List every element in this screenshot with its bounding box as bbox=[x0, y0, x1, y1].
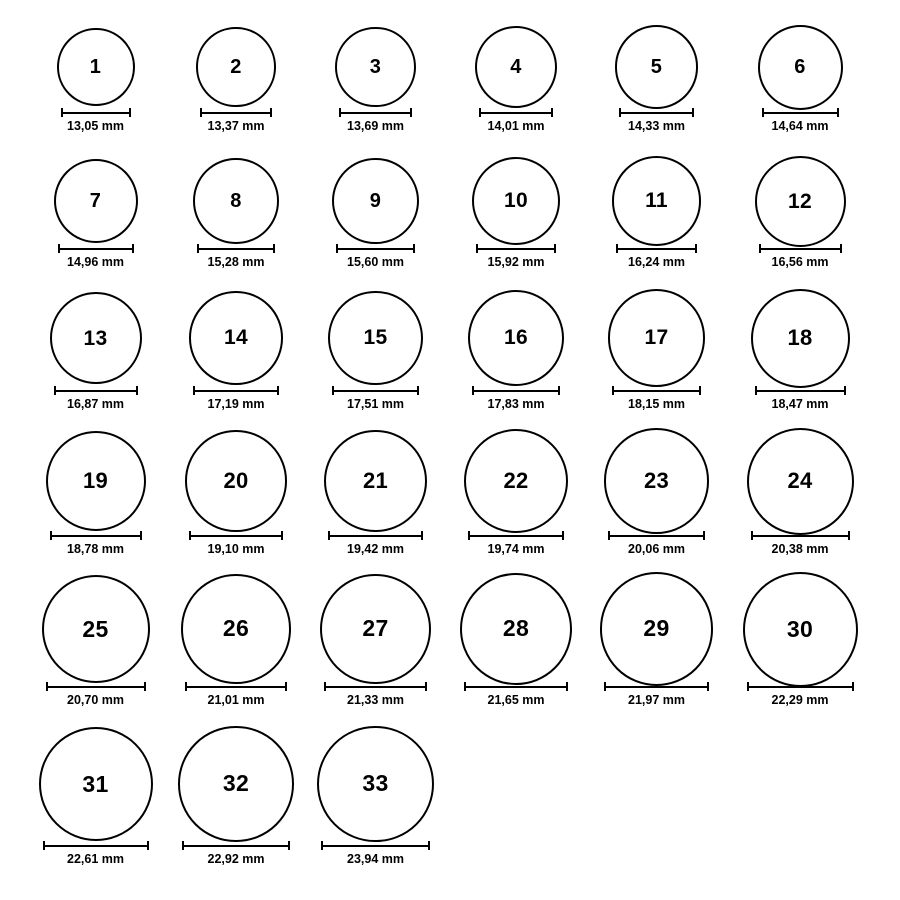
caliper-cap-right bbox=[562, 531, 564, 540]
caliper-cap-right bbox=[428, 841, 430, 850]
measurement-caliper-icon bbox=[43, 841, 149, 850]
ring-size-number: 13 bbox=[83, 326, 108, 350]
ring-measurement bbox=[316, 531, 436, 556]
caliper-cap-right bbox=[558, 386, 560, 395]
ring-size-item bbox=[597, 25, 717, 109]
measurement-caliper-icon bbox=[332, 386, 419, 395]
ring-size-item bbox=[740, 572, 860, 687]
ring-diameter-label: 15,92 mm bbox=[487, 255, 545, 269]
caliper-cap-left bbox=[43, 841, 45, 850]
ring-diameter-label: 15,28 mm bbox=[207, 255, 265, 269]
caliper-bar bbox=[604, 686, 710, 688]
measurement-caliper-icon bbox=[61, 108, 131, 117]
ring-measurement bbox=[740, 108, 860, 133]
ring-size-number: 22 bbox=[503, 467, 529, 493]
ring-circle bbox=[181, 574, 290, 683]
caliper-cap-right bbox=[285, 682, 287, 691]
ring-diameter-label: 21,97 mm bbox=[628, 693, 685, 707]
ring-size-number: 16 bbox=[504, 326, 528, 350]
measurement-caliper-icon bbox=[54, 386, 138, 395]
ring-size-item bbox=[740, 156, 860, 247]
caliper-bar bbox=[58, 248, 134, 250]
caliper-bar bbox=[328, 535, 423, 537]
ring-size-number: 18 bbox=[787, 325, 813, 350]
ring-size-item bbox=[176, 291, 296, 384]
ring-size-item bbox=[316, 726, 436, 843]
ring-circle bbox=[743, 572, 858, 687]
ring-size-number: 10 bbox=[504, 189, 528, 213]
caliper-cap-right bbox=[692, 108, 694, 117]
caliper-cap-left bbox=[193, 386, 195, 395]
ring-measurement bbox=[316, 108, 436, 133]
ring-diameter-label: 21,33 mm bbox=[347, 693, 404, 707]
measurement-caliper-icon bbox=[608, 531, 706, 540]
ring-size-item bbox=[456, 26, 576, 108]
ring-size-item bbox=[316, 430, 436, 533]
caliper-bar bbox=[200, 112, 271, 114]
ring-size-item bbox=[740, 25, 860, 110]
ring-circle bbox=[42, 575, 150, 683]
ring-circle bbox=[57, 28, 135, 106]
measurement-caliper-icon bbox=[339, 108, 412, 117]
measurement-caliper-icon bbox=[193, 386, 278, 395]
measurement-caliper-icon bbox=[619, 108, 695, 117]
ring-measurement bbox=[36, 841, 156, 866]
measurement-caliper-icon bbox=[472, 386, 560, 395]
caliper-cap-left bbox=[50, 531, 52, 540]
caliper-bar bbox=[189, 535, 282, 537]
caliper-cap-left bbox=[608, 531, 610, 540]
ring-size-number: 9 bbox=[369, 189, 382, 212]
ring-size-number: 33 bbox=[362, 770, 389, 797]
caliper-bar bbox=[762, 112, 839, 114]
ring-size-item bbox=[36, 431, 156, 531]
measurement-caliper-icon bbox=[185, 682, 286, 691]
caliper-cap-left bbox=[604, 682, 606, 691]
caliper-cap-left bbox=[336, 244, 338, 253]
caliper-cap-right bbox=[566, 682, 568, 691]
ring-measurement bbox=[36, 682, 156, 707]
caliper-cap-left bbox=[58, 244, 60, 253]
caliper-cap-right bbox=[551, 108, 553, 117]
caliper-cap-right bbox=[425, 682, 427, 691]
measurement-caliper-icon bbox=[189, 531, 282, 540]
ring-diameter-label: 18,78 mm bbox=[67, 542, 124, 556]
caliper-cap-left bbox=[619, 108, 621, 117]
ring-circle bbox=[335, 27, 416, 108]
ring-size-number: 6 bbox=[794, 56, 806, 78]
ring-size-item bbox=[176, 158, 296, 243]
ring-circle bbox=[475, 26, 557, 108]
ring-size-item bbox=[597, 428, 717, 534]
caliper-cap-right bbox=[273, 244, 275, 253]
ring-size-number: 2 bbox=[230, 55, 242, 78]
ring-size-number: 23 bbox=[643, 467, 670, 493]
ring-measurement bbox=[316, 244, 436, 269]
caliper-bar bbox=[50, 535, 142, 537]
ring-diameter-label: 23,94 mm bbox=[347, 852, 404, 866]
ring-diameter-label: 19,42 mm bbox=[347, 542, 404, 556]
ring-circle bbox=[604, 428, 710, 534]
ring-size-number: 4 bbox=[510, 55, 522, 78]
caliper-cap-left bbox=[46, 682, 48, 691]
ring-size-item bbox=[316, 158, 436, 245]
caliper-cap-right bbox=[695, 244, 697, 253]
caliper-cap-right bbox=[852, 682, 854, 691]
measurement-caliper-icon bbox=[182, 841, 289, 850]
caliper-cap-left bbox=[189, 531, 191, 540]
measurement-caliper-icon bbox=[468, 531, 564, 540]
caliper-cap-right bbox=[703, 531, 705, 540]
ring-diameter-label: 15,60 mm bbox=[347, 255, 404, 269]
ring-size-item bbox=[176, 574, 296, 683]
ring-size-item bbox=[316, 574, 436, 685]
ring-measurement bbox=[597, 386, 717, 411]
measurement-caliper-icon bbox=[197, 244, 274, 253]
ring-size-number: 3 bbox=[369, 55, 382, 78]
ring-size-item bbox=[456, 157, 576, 245]
caliper-bar bbox=[479, 112, 553, 114]
ring-size-item bbox=[36, 292, 156, 384]
caliper-cap-right bbox=[837, 108, 839, 117]
measurement-caliper-icon bbox=[46, 682, 146, 691]
caliper-bar bbox=[43, 845, 149, 847]
caliper-cap-right bbox=[413, 244, 415, 253]
caliper-cap-right bbox=[410, 108, 412, 117]
caliper-cap-left bbox=[479, 108, 481, 117]
caliper-bar bbox=[185, 686, 286, 688]
ring-circle bbox=[608, 289, 706, 387]
ring-circle bbox=[178, 726, 293, 841]
ring-diameter-label: 17,51 mm bbox=[347, 397, 404, 411]
ring-size-item bbox=[36, 28, 156, 106]
ring-diameter-label: 22,29 mm bbox=[771, 693, 829, 707]
caliper-cap-right bbox=[132, 244, 134, 253]
ring-size-item bbox=[176, 430, 296, 531]
ring-diameter-label: 14,01 mm bbox=[487, 119, 545, 133]
ring-measurement bbox=[36, 386, 156, 411]
ring-measurement bbox=[36, 244, 156, 269]
caliper-bar bbox=[332, 390, 419, 392]
measurement-caliper-icon bbox=[747, 682, 854, 691]
ring-size-number: 7 bbox=[89, 190, 102, 212]
caliper-cap-left bbox=[61, 108, 63, 117]
ring-size-number: 5 bbox=[650, 55, 663, 78]
ring-measurement bbox=[597, 531, 717, 556]
ring-diameter-label: 13,69 mm bbox=[347, 119, 404, 133]
caliper-bar bbox=[324, 686, 427, 688]
ring-diameter-label: 22,61 mm bbox=[67, 852, 124, 866]
ring-size-number: 21 bbox=[362, 467, 389, 493]
measurement-caliper-icon bbox=[328, 531, 423, 540]
caliper-bar bbox=[339, 112, 412, 114]
caliper-cap-right bbox=[140, 531, 142, 540]
caliper-bar bbox=[336, 248, 415, 250]
caliper-cap-right bbox=[281, 531, 283, 540]
ring-size-number: 25 bbox=[82, 615, 109, 642]
ring-measurement bbox=[456, 386, 576, 411]
ring-measurement bbox=[176, 531, 296, 556]
caliper-bar bbox=[619, 112, 695, 114]
ring-size-item bbox=[740, 428, 860, 535]
ring-circle bbox=[46, 431, 146, 531]
ring-size-number: 28 bbox=[502, 615, 530, 642]
caliper-cap-left bbox=[464, 682, 466, 691]
caliper-bar bbox=[182, 845, 289, 847]
caliper-cap-left bbox=[321, 841, 323, 850]
caliper-cap-left bbox=[182, 841, 184, 850]
ring-size-number: 14 bbox=[224, 326, 248, 350]
caliper-bar bbox=[476, 248, 556, 250]
ring-diameter-label: 21,01 mm bbox=[207, 693, 265, 707]
caliper-cap-right bbox=[848, 531, 850, 540]
ring-measurement bbox=[176, 108, 296, 133]
ring-diameter-label: 14,96 mm bbox=[67, 255, 124, 269]
caliper-bar bbox=[751, 535, 850, 537]
caliper-bar bbox=[464, 686, 568, 688]
ring-size-number: 24 bbox=[787, 468, 813, 493]
ring-diameter-label: 17,19 mm bbox=[207, 397, 265, 411]
ring-circle bbox=[758, 25, 843, 110]
caliper-cap-right bbox=[129, 108, 131, 117]
ring-size-item bbox=[456, 290, 576, 386]
caliper-bar bbox=[54, 390, 138, 392]
caliper-cap-left bbox=[332, 386, 334, 395]
caliper-cap-left bbox=[762, 108, 764, 117]
ring-circle bbox=[189, 291, 282, 384]
caliper-bar bbox=[608, 535, 706, 537]
ring-size-item bbox=[597, 156, 717, 246]
ring-size-number: 1 bbox=[89, 56, 102, 78]
caliper-bar bbox=[616, 248, 698, 250]
ring-size-number: 26 bbox=[222, 615, 250, 642]
ring-measurement bbox=[740, 682, 860, 707]
caliper-bar bbox=[755, 390, 846, 392]
caliper-cap-left bbox=[751, 531, 753, 540]
ring-diameter-label: 18,15 mm bbox=[628, 397, 685, 411]
ring-measurement bbox=[456, 244, 576, 269]
ring-circle bbox=[185, 430, 286, 531]
ring-measurement bbox=[597, 682, 717, 707]
caliper-cap-left bbox=[328, 531, 330, 540]
ring-size-number: 8 bbox=[230, 189, 242, 212]
ring-measurement bbox=[36, 108, 156, 133]
ring-diameter-label: 14,33 mm bbox=[628, 119, 685, 133]
measurement-caliper-icon bbox=[324, 682, 427, 691]
ring-circle bbox=[50, 292, 142, 384]
ring-measurement bbox=[597, 244, 717, 269]
ring-circle bbox=[612, 156, 702, 246]
measurement-caliper-icon bbox=[755, 386, 846, 395]
ring-diameter-label: 18,47 mm bbox=[771, 397, 829, 411]
ring-size-number: 20 bbox=[223, 467, 249, 493]
ring-circle bbox=[196, 27, 275, 106]
ring-measurement bbox=[36, 531, 156, 556]
ring-size-item bbox=[597, 572, 717, 686]
caliper-cap-left bbox=[200, 108, 202, 117]
ring-measurement bbox=[316, 386, 436, 411]
caliper-cap-right bbox=[136, 386, 138, 395]
caliper-cap-left bbox=[339, 108, 341, 117]
ring-size-item bbox=[456, 573, 576, 685]
ring-measurement bbox=[456, 682, 576, 707]
measurement-caliper-icon bbox=[476, 244, 556, 253]
ring-size-item bbox=[456, 429, 576, 533]
ring-circle bbox=[193, 158, 278, 243]
caliper-bar bbox=[61, 112, 131, 114]
caliper-bar bbox=[193, 390, 278, 392]
ring-diameter-label: 19,10 mm bbox=[207, 542, 265, 556]
measurement-caliper-icon bbox=[200, 108, 271, 117]
ring-diameter-label: 20,06 mm bbox=[628, 542, 685, 556]
caliper-cap-left bbox=[476, 244, 478, 253]
caliper-cap-left bbox=[197, 244, 199, 253]
ring-diameter-label: 14,64 mm bbox=[771, 119, 829, 133]
ring-diameter-label: 20,38 mm bbox=[771, 542, 829, 556]
ring-measurement bbox=[176, 386, 296, 411]
caliper-bar bbox=[612, 390, 702, 392]
measurement-caliper-icon bbox=[50, 531, 142, 540]
caliper-cap-left bbox=[468, 531, 470, 540]
ring-size-item bbox=[316, 27, 436, 108]
ring-measurement bbox=[740, 531, 860, 556]
ring-size-item bbox=[316, 291, 436, 386]
ring-circle bbox=[472, 157, 560, 245]
caliper-cap-left bbox=[324, 682, 326, 691]
caliper-cap-left bbox=[755, 386, 757, 395]
ring-size-item bbox=[176, 27, 296, 106]
ring-circle bbox=[468, 290, 564, 386]
caliper-cap-left bbox=[747, 682, 749, 691]
caliper-cap-right bbox=[144, 682, 146, 691]
ring-size-number: 12 bbox=[788, 189, 812, 213]
ring-size-number: 27 bbox=[362, 615, 389, 642]
ring-size-number: 29 bbox=[643, 615, 670, 642]
ring-size-number: 32 bbox=[222, 770, 250, 797]
ring-circle bbox=[328, 291, 423, 386]
caliper-cap-right bbox=[707, 682, 709, 691]
measurement-caliper-icon bbox=[759, 244, 842, 253]
ring-diameter-label: 20,70 mm bbox=[67, 693, 124, 707]
ring-circle bbox=[332, 158, 419, 245]
ring-diameter-label: 16,24 mm bbox=[628, 255, 685, 269]
ring-circle bbox=[600, 572, 714, 686]
ring-circle bbox=[39, 727, 153, 841]
caliper-cap-right bbox=[288, 841, 290, 850]
caliper-cap-right bbox=[840, 244, 842, 253]
ring-size-item bbox=[36, 727, 156, 841]
caliper-bar bbox=[747, 686, 854, 688]
ring-size-number: 30 bbox=[786, 615, 814, 642]
ring-size-number: 31 bbox=[82, 770, 109, 797]
measurement-caliper-icon bbox=[321, 841, 430, 850]
ring-circle bbox=[460, 573, 572, 685]
ring-measurement bbox=[176, 682, 296, 707]
ring-diameter-label: 16,56 mm bbox=[771, 255, 829, 269]
ring-size-number: 17 bbox=[644, 326, 669, 350]
ring-diameter-label: 13,05 mm bbox=[67, 119, 124, 133]
ring-size-item bbox=[176, 726, 296, 841]
measurement-caliper-icon bbox=[762, 108, 839, 117]
measurement-caliper-icon bbox=[58, 244, 134, 253]
ring-diameter-label: 21,65 mm bbox=[487, 693, 545, 707]
measurement-caliper-icon bbox=[604, 682, 710, 691]
caliper-cap-left bbox=[612, 386, 614, 395]
ring-size-number: 11 bbox=[645, 189, 668, 213]
caliper-bar bbox=[321, 845, 430, 847]
ring-size-number: 15 bbox=[363, 326, 388, 350]
caliper-bar bbox=[472, 390, 560, 392]
ring-measurement bbox=[740, 244, 860, 269]
ring-circle bbox=[615, 25, 699, 109]
caliper-cap-left bbox=[616, 244, 618, 253]
ring-size-item bbox=[597, 289, 717, 387]
caliper-cap-left bbox=[759, 244, 761, 253]
caliper-bar bbox=[759, 248, 842, 250]
measurement-caliper-icon bbox=[336, 244, 415, 253]
ring-diameter-label: 13,37 mm bbox=[207, 119, 265, 133]
measurement-caliper-icon bbox=[479, 108, 553, 117]
caliper-cap-right bbox=[270, 108, 272, 117]
ring-measurement bbox=[176, 244, 296, 269]
caliper-cap-right bbox=[147, 841, 149, 850]
caliper-cap-right bbox=[844, 386, 846, 395]
caliper-cap-right bbox=[699, 386, 701, 395]
measurement-caliper-icon bbox=[612, 386, 702, 395]
ring-circle bbox=[317, 726, 434, 843]
ring-size-number: 19 bbox=[82, 468, 109, 493]
measurement-caliper-icon bbox=[616, 244, 698, 253]
caliper-bar bbox=[46, 686, 146, 688]
caliper-cap-left bbox=[54, 386, 56, 395]
ring-diameter-label: 22,92 mm bbox=[207, 852, 265, 866]
caliper-cap-left bbox=[185, 682, 187, 691]
measurement-caliper-icon bbox=[751, 531, 850, 540]
ring-circle bbox=[747, 428, 854, 535]
ring-circle bbox=[755, 156, 846, 247]
ring-measurement bbox=[456, 108, 576, 133]
caliper-cap-right bbox=[554, 244, 556, 253]
ring-measurement bbox=[740, 386, 860, 411]
ring-measurement bbox=[597, 108, 717, 133]
ring-size-item bbox=[36, 159, 156, 243]
ring-measurement bbox=[316, 682, 436, 707]
caliper-cap-right bbox=[417, 386, 419, 395]
ring-diameter-label: 19,74 mm bbox=[487, 542, 545, 556]
caliper-bar bbox=[197, 248, 274, 250]
ring-circle bbox=[324, 430, 427, 533]
ring-circle bbox=[54, 159, 138, 243]
caliper-bar bbox=[468, 535, 564, 537]
measurement-caliper-icon bbox=[464, 682, 568, 691]
ring-size-item bbox=[740, 289, 860, 388]
ring-circle bbox=[464, 429, 568, 533]
caliper-cap-left bbox=[472, 386, 474, 395]
ring-circle bbox=[320, 574, 431, 685]
ring-diameter-label: 17,83 mm bbox=[487, 397, 545, 411]
caliper-cap-right bbox=[277, 386, 279, 395]
ring-circle bbox=[751, 289, 850, 388]
ring-measurement bbox=[316, 841, 436, 866]
caliper-cap-right bbox=[421, 531, 423, 540]
ring-size-item bbox=[36, 575, 156, 683]
ring-measurement bbox=[176, 841, 296, 866]
ring-diameter-label: 16,87 mm bbox=[67, 397, 124, 411]
ring-measurement bbox=[456, 531, 576, 556]
